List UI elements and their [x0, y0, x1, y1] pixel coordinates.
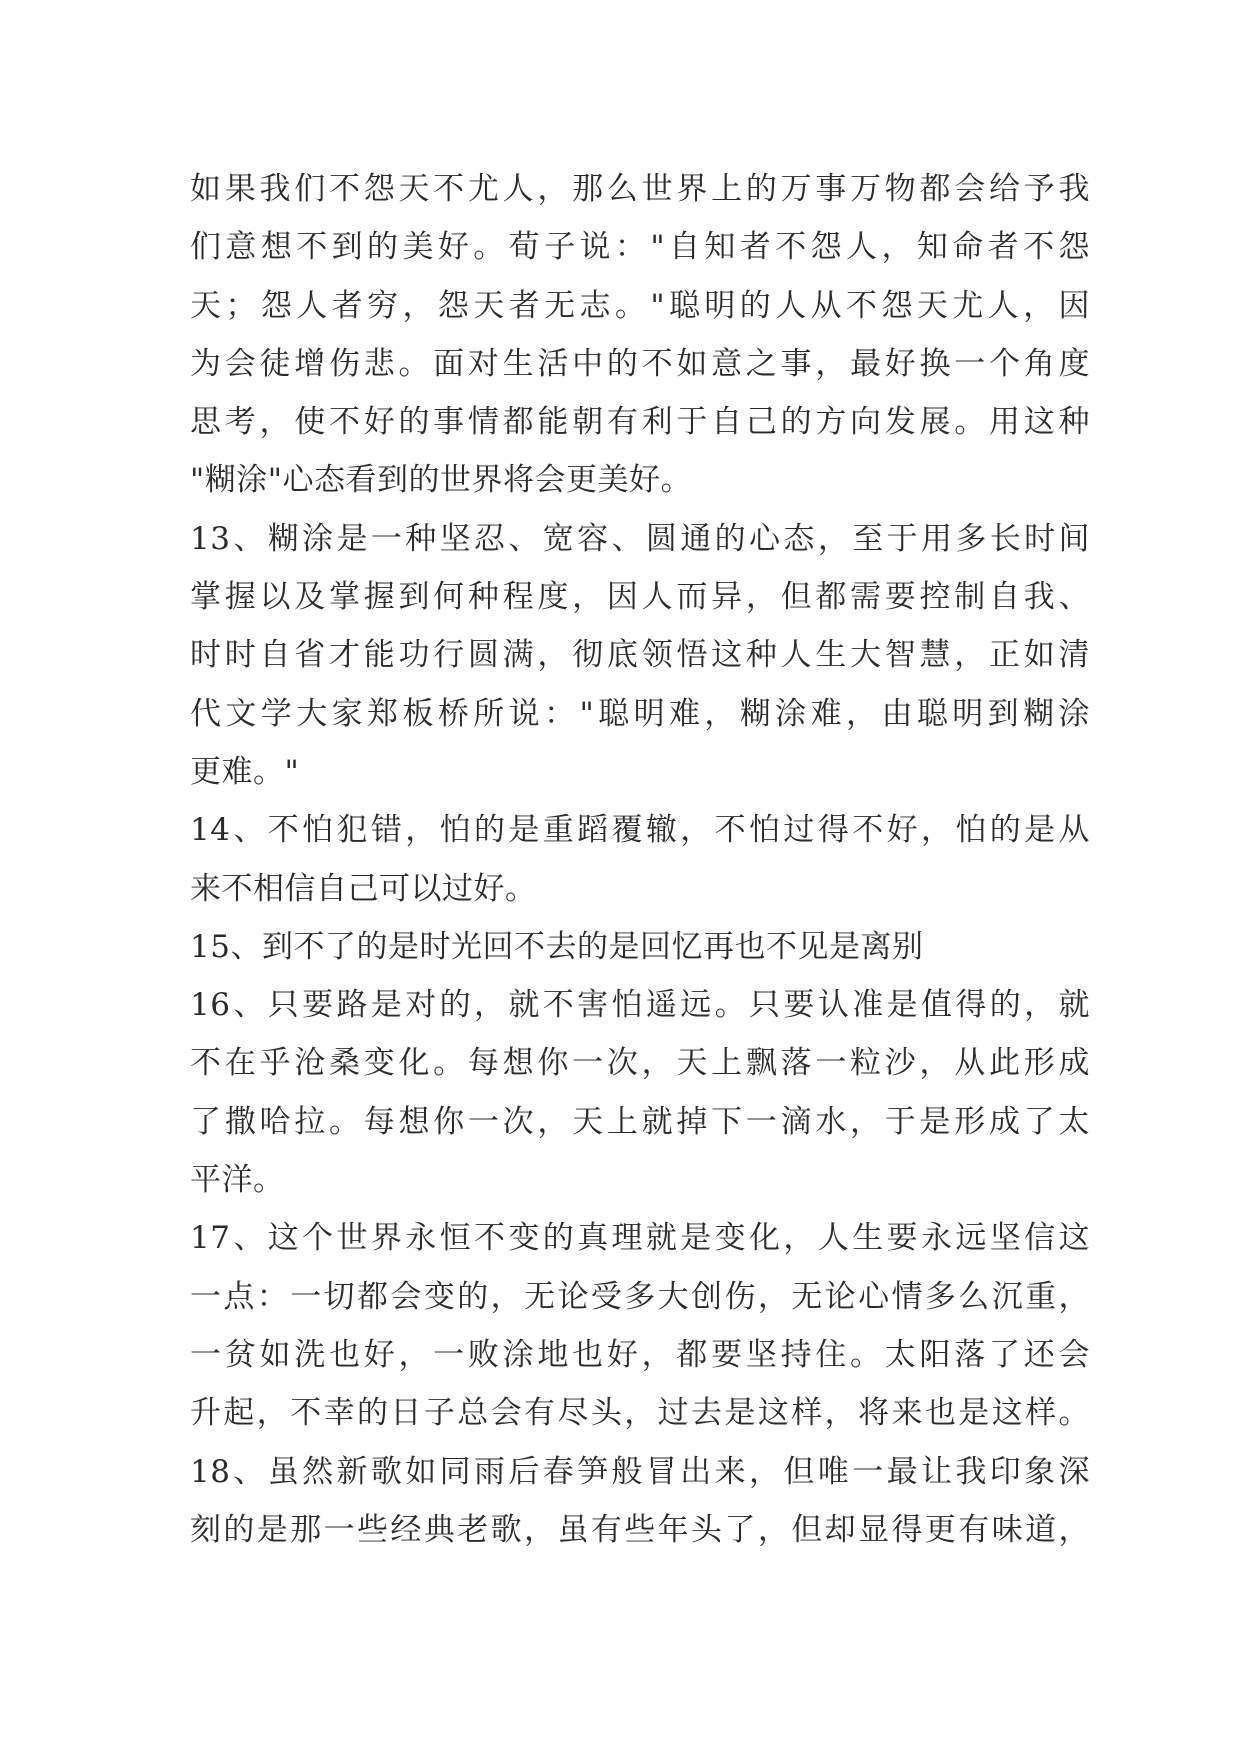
text-line: 更难。": [190, 753, 300, 790]
text-line: 掌握以及掌握到何种程度，因人而异，但都需要控制自我、: [190, 579, 1090, 616]
text-line: 17、这个世界永恒不变的真理就是变化，人生要永远坚信这: [190, 1220, 1090, 1257]
text-line: 13、糊涂是一种坚忍、宽容、圆通的心态，至于用多长时间: [190, 520, 1090, 557]
text-line: 了撒哈拉。每想你一次，天上就掉下一滴水，于是形成了太: [190, 1103, 1090, 1140]
text-line: 16、只要路是对的，就不害怕遥远。只要认准是值得的，就: [190, 987, 1090, 1024]
text-line: 来不相信自己可以过好。: [190, 870, 537, 907]
body-text: [190, 160, 1090, 1559]
text-line: 如果我们不怨天不尤人，那么世界上的万事万物都会给予我: [190, 171, 1090, 207]
text-line: 代文学大家郑板桥所说："聪明难，糊涂难，由聪明到糊涂: [190, 695, 1090, 732]
text-line: 思考，使不好的事情都能朝有利于自己的方向发展。用这种: [190, 404, 1090, 441]
text-line: 14、不怕犯错，怕的是重蹈覆辙，不怕过得不好，怕的是从: [190, 812, 1090, 849]
text-line: 一贫如洗也好，一败涂地也好，都要坚持住。太阳落了还会: [190, 1336, 1090, 1373]
text-line: 一点：一切都会变的，无论受多大创伤，无论心情多么沉重，: [190, 1278, 1090, 1315]
text-line: 为会徒增伤悲。面对生活中的不如意之事，最好换一个角度: [190, 345, 1090, 382]
text-line: 时时自省才能功行圆满，彻底领悟这种人生大智慧，正如清: [190, 637, 1090, 674]
text-line: 升起，不幸的日子总会有尽头，过去是这样，将来也是这样。: [190, 1395, 1090, 1432]
text-line: 平洋。: [190, 1162, 285, 1199]
text-line: 刻的是那一些经典老歌，虽有些年头了，但却显得更有味道，: [190, 1511, 1090, 1548]
text-line: 不在乎沧桑变化。每想你一次，天上飘落一粒沙，从此形成: [190, 1045, 1090, 1082]
text-line: 们意想不到的美好。荀子说："自知者不怨人，知命者不怨: [190, 229, 1090, 266]
text-line: 15、到不了的是时光回不去的是回忆再也不见是离别: [190, 928, 924, 965]
text-line: 天；怨人者穷，怨天者无志。"聪明的人从不怨天尤人，因: [190, 287, 1090, 324]
text-line: 18、虽然新歌如同雨后春笋般冒出来，但唯一最让我印象深: [190, 1453, 1090, 1490]
text-line: "糊涂"心态看到的世界将会更美好。: [190, 462, 693, 499]
